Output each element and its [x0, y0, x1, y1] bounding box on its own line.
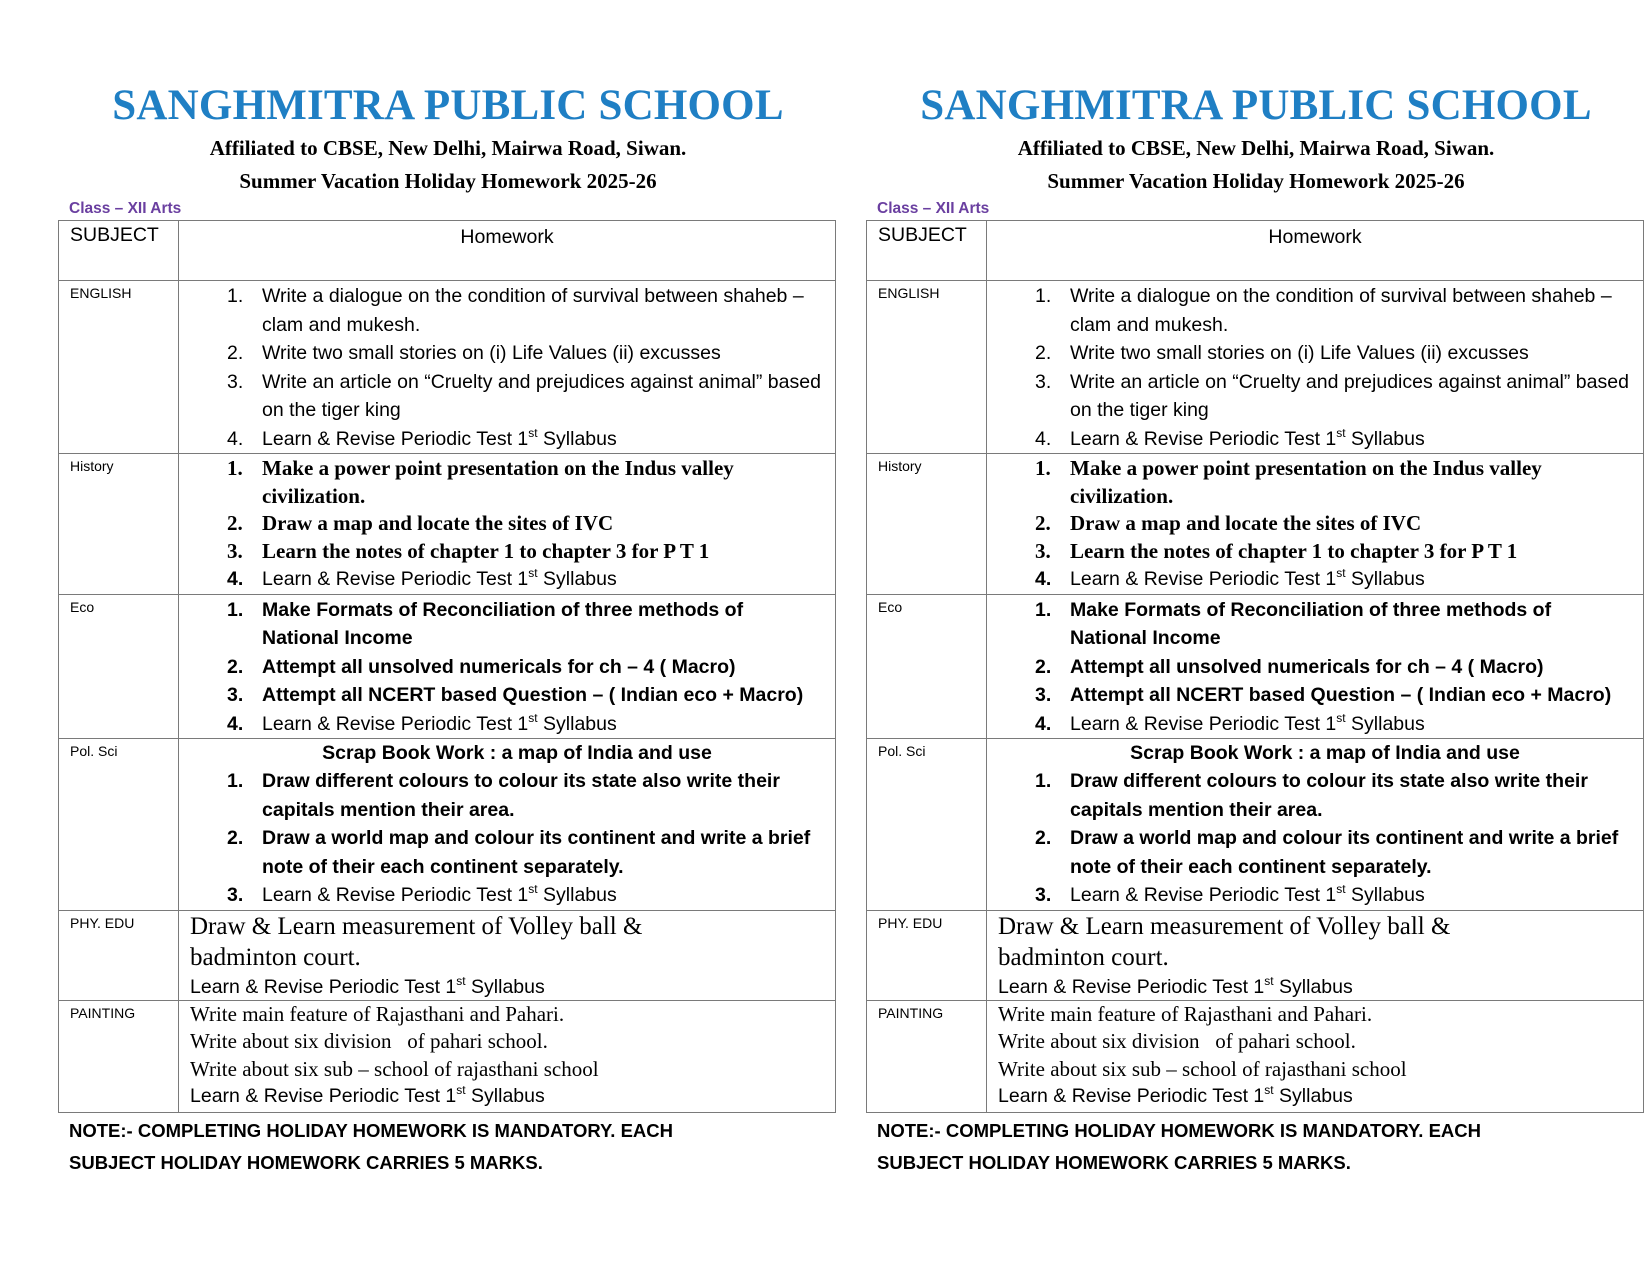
list-item	[179, 282, 825, 339]
list-item	[987, 425, 1633, 454]
list-item	[987, 596, 1633, 653]
item-number: 2.	[227, 511, 243, 535]
item-number: 1.	[227, 770, 244, 792]
item-number: 1.	[1035, 770, 1052, 792]
phyedu-homework	[987, 910, 1644, 1000]
note-line-1: NOTE:- COMPLETING HOLIDAY HOMEWORK IS MANDATORY. EACH	[69, 1119, 674, 1141]
table-row-english	[867, 281, 1644, 454]
table-header-row	[59, 221, 836, 281]
painting-line-1: Write main feature of Rajasthani and Pahari.	[998, 1001, 1373, 1026]
history-homework	[179, 454, 836, 595]
subject-column-header: SUBJECT	[59, 221, 179, 281]
eco-homework	[987, 594, 1644, 739]
list-item	[987, 538, 1633, 566]
item-number: 3.	[227, 684, 244, 706]
homework-column-header: Homework	[179, 221, 836, 281]
table-header-row	[867, 221, 1644, 281]
table-row-eco	[867, 594, 1644, 739]
item-text: Attempt all unsolved numericals for ch – 4 ( Macro)	[262, 655, 736, 678]
painting-homework	[179, 1000, 836, 1112]
polsci-homework	[987, 739, 1644, 911]
note-line-2: SUBJECT HOLIDAY HOMEWORK CARRIES 5 MARKS.	[877, 1151, 1351, 1173]
polsci-heading: Scrap Book Work : a map of India and use	[322, 742, 712, 764]
item-number: 4.	[227, 712, 244, 735]
list-item	[987, 455, 1633, 510]
item-text: Draw different colours to colour its state also write their capitals mention their area.	[262, 770, 780, 821]
list-item	[179, 510, 825, 538]
homework-table	[866, 220, 1644, 1113]
item-number: 1.	[227, 285, 244, 307]
item-text: Attempt all unsolved numericals for ch – 4 ( Macro)	[1070, 655, 1544, 678]
subject-history: History	[59, 454, 179, 595]
note-line-1: NOTE:- COMPLETING HOLIDAY HOMEWORK IS MANDATORY. EACH	[877, 1119, 1482, 1141]
item-text: Make a power point presentation on the Indus valley civilization.	[1070, 456, 1542, 508]
table-row-painting	[59, 1000, 836, 1112]
eco-homework	[179, 594, 836, 739]
list-item	[987, 767, 1633, 824]
class-label: Class – XII Arts	[69, 200, 182, 217]
item-number: 1.	[1035, 598, 1052, 621]
subject-phyedu: PHY. EDU	[867, 910, 987, 1000]
item-number: 2.	[227, 342, 244, 364]
class-label: Class – XII Arts	[877, 200, 990, 217]
list-item	[179, 881, 825, 910]
list-item	[987, 824, 1633, 881]
list-item	[987, 510, 1633, 538]
item-text: Draw a world map and colour its continent and write a brief note of their each continent separately.	[262, 827, 811, 878]
item-number: 2.	[1035, 655, 1052, 678]
homework-table	[58, 220, 836, 1113]
list-item	[179, 455, 825, 510]
item-number: 3.	[1035, 370, 1052, 393]
list-item	[987, 881, 1633, 910]
painting-line-3: Write about six sub – school of rajasthani school	[998, 1056, 1407, 1081]
item-text: Write an article on “Cruelty and prejudices against animal” based on the tiger king	[1070, 370, 1629, 421]
item-text: Attempt all NCERT based Question – ( Indian eco + Macro)	[1070, 684, 1612, 706]
subject-polsci: Pol. Sci	[867, 739, 987, 911]
item-number: 1.	[227, 598, 244, 621]
list-item	[179, 538, 825, 566]
list-item	[987, 339, 1633, 368]
item-text: Write two small stories on (i) Life Values (ii) excusses	[1070, 342, 1529, 364]
painting-line-2: Write about six division of pahari school.	[998, 1029, 1356, 1053]
item-text: Draw a world map and colour its continent and write a brief note of their each continent separately.	[1070, 827, 1619, 878]
mandatory-note	[69, 1115, 838, 1179]
item-text: Learn the notes of chapter 1 to chapter 3 for P T 1	[1070, 538, 1518, 563]
item-number: 4.	[1035, 712, 1052, 735]
list-item	[179, 565, 825, 594]
subject-painting: PAINTING	[867, 1000, 987, 1112]
item-number: 3.	[1035, 684, 1052, 706]
item-number: 3.	[1035, 884, 1052, 906]
subject-phyedu: PHY. EDU	[59, 910, 179, 1000]
list-item	[987, 282, 1633, 339]
item-text: Write a dialogue on the condition of survival between shaheb – clam and mukesh.	[262, 285, 804, 336]
learn-revise-text: Learn & Revise Periodic Test 1st Syllabus	[262, 566, 617, 590]
item-text: Make Formats of Reconciliation of three methods of National Income	[1070, 598, 1552, 649]
subject-english: ENGLISH	[867, 281, 987, 454]
learn-revise-text: Learn & Revise Periodic Test 1st Syllabus	[1070, 710, 1425, 735]
mandatory-note	[877, 1115, 1646, 1179]
subject-column-header: SUBJECT	[867, 221, 987, 281]
item-number: 3.	[227, 884, 244, 906]
item-text: Draw a map and locate the sites of IVC	[262, 511, 614, 535]
school-name: SANGHMITRA PUBLIC SCHOOL	[920, 82, 1592, 129]
affiliation-line: Affiliated to CBSE, New Delhi, Mairwa Road, Siwan.	[209, 136, 687, 160]
item-text: Attempt all NCERT based Question – ( Indian eco + Macro)	[262, 684, 804, 706]
subject-english: ENGLISH	[59, 281, 179, 454]
list-item	[179, 368, 825, 425]
learn-revise-text: Learn & Revise Periodic Test 1st Syllabus	[262, 710, 617, 735]
item-number: 3.	[1035, 538, 1051, 563]
history-homework	[987, 454, 1644, 595]
list-item	[179, 767, 825, 824]
item-number: 4.	[227, 427, 244, 450]
english-homework	[179, 281, 836, 454]
subject-eco: Eco	[59, 594, 179, 739]
learn-revise-text: Learn & Revise Periodic Test 1st Syllabus	[1070, 566, 1425, 590]
item-number: 2.	[227, 655, 244, 678]
subject-history: History	[867, 454, 987, 595]
painting-line-1: Write main feature of Rajasthani and Pahari.	[190, 1001, 565, 1026]
list-item	[179, 653, 825, 682]
english-homework	[987, 281, 1644, 454]
list-item	[179, 681, 825, 710]
polsci-homework	[179, 739, 836, 911]
item-text: Write two small stories on (i) Life Values (ii) excusses	[262, 342, 721, 364]
learn-revise-text: Learn & Revise Periodic Test 1st Syllabus	[190, 973, 545, 998]
item-number: 4.	[1035, 427, 1052, 450]
learn-revise-text: Learn & Revise Periodic Test 1st Syllabus	[1070, 882, 1425, 906]
list-item	[987, 681, 1633, 710]
item-number: 1.	[1035, 456, 1051, 480]
homework-title: Summer Vacation Holiday Homework 2025-26	[239, 169, 657, 193]
note-line-2: SUBJECT HOLIDAY HOMEWORK CARRIES 5 MARKS.	[69, 1151, 543, 1173]
item-number: 2.	[1035, 342, 1052, 364]
item-number: 2.	[1035, 511, 1051, 535]
painting-homework	[987, 1000, 1644, 1112]
learn-revise-text: Learn & Revise Periodic Test 1st Syllabus	[1070, 425, 1425, 450]
list-item	[179, 339, 825, 368]
subject-eco: Eco	[867, 594, 987, 739]
list-item	[179, 710, 825, 739]
table-row-phyedu	[59, 910, 836, 1000]
learn-revise-text: Learn & Revise Periodic Test 1st Syllabus	[998, 973, 1353, 998]
phyedu-line-1: Draw & Learn measurement of Volley ball & badminton court.	[190, 912, 643, 971]
phyedu-line-1: Draw & Learn measurement of Volley ball & badminton court.	[998, 912, 1451, 971]
item-number: 3.	[227, 370, 244, 393]
item-number: 1.	[1035, 285, 1052, 307]
item-number: 4.	[227, 568, 244, 590]
item-text: Write an article on “Cruelty and prejudices against animal” based on the tiger king	[262, 370, 821, 421]
item-text: Make a power point presentation on the Indus valley civilization.	[262, 456, 734, 508]
table-row-history	[867, 454, 1644, 595]
painting-line-2: Write about six division of pahari school.	[190, 1029, 548, 1053]
table-row-painting	[867, 1000, 1644, 1112]
polsci-heading: Scrap Book Work : a map of India and use	[1130, 742, 1520, 764]
table-row-polsci	[867, 739, 1644, 911]
table-row-phyedu	[867, 910, 1644, 1000]
homework-sheet-right	[866, 80, 1646, 1179]
list-item	[179, 824, 825, 881]
item-number: 2.	[1035, 827, 1052, 849]
item-text: Write a dialogue on the condition of survival between shaheb – clam and mukesh.	[1070, 285, 1612, 336]
list-item	[179, 425, 825, 454]
table-row-history	[59, 454, 836, 595]
phyedu-homework	[179, 910, 836, 1000]
learn-revise-text: Learn & Revise Periodic Test 1st Syllabus	[998, 1083, 1353, 1107]
homework-title: Summer Vacation Holiday Homework 2025-26	[1047, 169, 1465, 193]
item-number: 2.	[227, 827, 244, 849]
table-row-english	[59, 281, 836, 454]
painting-line-3: Write about six sub – school of rajasthani school	[190, 1056, 599, 1081]
item-number: 4.	[1035, 568, 1052, 590]
item-text: Draw different colours to colour its state also write their capitals mention their area.	[1070, 770, 1588, 821]
list-item	[987, 565, 1633, 594]
table-row-polsci	[59, 739, 836, 911]
list-item	[987, 368, 1633, 425]
subject-polsci: Pol. Sci	[59, 739, 179, 911]
item-text: Learn the notes of chapter 1 to chapter 3 for P T 1	[262, 538, 710, 563]
homework-sheet-left	[58, 80, 838, 1179]
learn-revise-text: Learn & Revise Periodic Test 1st Syllabus	[262, 882, 617, 906]
list-item	[987, 710, 1633, 739]
learn-revise-text: Learn & Revise Periodic Test 1st Syllabus	[262, 425, 617, 450]
item-text: Draw a map and locate the sites of IVC	[1070, 511, 1422, 535]
item-text: Make Formats of Reconciliation of three methods of National Income	[262, 598, 744, 649]
learn-revise-text: Learn & Revise Periodic Test 1st Syllabus	[190, 1083, 545, 1107]
list-item	[179, 596, 825, 653]
homework-column-header: Homework	[987, 221, 1644, 281]
table-row-eco	[59, 594, 836, 739]
affiliation-line: Affiliated to CBSE, New Delhi, Mairwa Road, Siwan.	[1017, 136, 1495, 160]
subject-painting: PAINTING	[59, 1000, 179, 1112]
item-number: 3.	[227, 538, 243, 563]
item-number: 1.	[227, 456, 243, 480]
school-name: SANGHMITRA PUBLIC SCHOOL	[112, 82, 784, 129]
list-item	[987, 653, 1633, 682]
